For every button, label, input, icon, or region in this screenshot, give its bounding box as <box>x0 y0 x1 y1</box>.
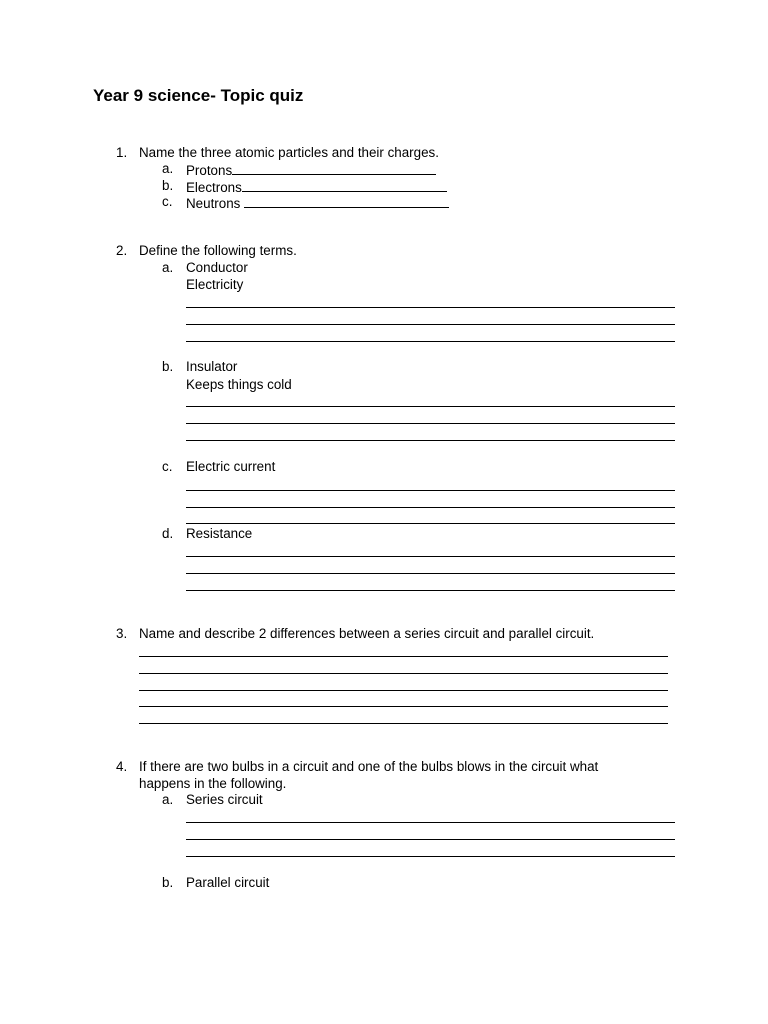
question-1-number: 1. <box>116 145 128 160</box>
answer-line[interactable] <box>139 723 668 724</box>
q4-part-b-text: Parallel circuit <box>186 875 270 890</box>
q1-part-c-answer-blank[interactable] <box>244 194 449 208</box>
q1-part-b-label: b. <box>162 178 174 193</box>
q1-part-c-text: Neutrons <box>186 196 241 211</box>
q2-part-b-text: Insulator <box>186 359 238 374</box>
question-3-text: Name and describe 2 differences between a series circuit and parallel circuit. <box>139 626 595 641</box>
answer-line[interactable] <box>186 573 675 574</box>
q2-part-c-label: c. <box>162 459 173 474</box>
q1-part-a <box>186 161 436 179</box>
answer-line[interactable] <box>139 690 668 691</box>
q1-part-a-answer-blank[interactable] <box>232 161 436 175</box>
answer-line[interactable] <box>186 590 675 591</box>
q1-part-a-text: Protons <box>186 163 233 178</box>
answer-line[interactable] <box>186 490 675 491</box>
question-1-text: Name the three atomic particles and their charges. <box>139 145 439 160</box>
q2-part-a-answer: Electricity <box>186 277 244 292</box>
answer-line[interactable] <box>139 706 668 707</box>
q2-part-a-text: Conductor <box>186 260 248 275</box>
answer-line[interactable] <box>186 440 675 441</box>
q2-part-d-text: Resistance <box>186 526 253 541</box>
q4-part-b-label: b. <box>162 875 174 890</box>
answer-line[interactable] <box>186 307 675 308</box>
answer-line[interactable] <box>186 423 675 424</box>
question-3-number: 3. <box>116 626 128 641</box>
answer-line[interactable] <box>186 839 675 840</box>
q1-part-a-label: a. <box>162 161 174 176</box>
question-4-text-line1: If there are two bulbs in a circuit and one of the bulbs blows in the circuit what <box>139 759 599 774</box>
answer-line[interactable] <box>186 523 675 524</box>
q2-part-b-answer: Keeps things cold <box>186 377 292 392</box>
q2-part-d-label: d. <box>162 526 174 541</box>
q4-part-a-text: Series circuit <box>186 792 263 807</box>
answer-line[interactable] <box>186 856 675 857</box>
question-2-text: Define the following terms. <box>139 243 297 258</box>
question-2-number: 2. <box>116 243 128 258</box>
answer-line[interactable] <box>186 507 675 508</box>
question-4-text-line2: happens in the following. <box>139 776 287 791</box>
q1-part-b-answer-blank[interactable] <box>242 178 447 192</box>
q2-part-a-label: a. <box>162 260 174 275</box>
answer-line[interactable] <box>186 341 675 342</box>
answer-line[interactable] <box>186 822 675 823</box>
page-title: Year 9 science- Topic quiz <box>93 86 304 105</box>
question-4-number: 4. <box>116 759 128 774</box>
answer-line[interactable] <box>139 673 668 674</box>
q1-part-b-text: Electrons <box>186 180 242 195</box>
answer-line[interactable] <box>186 406 675 407</box>
answer-line[interactable] <box>186 556 675 557</box>
answer-line[interactable] <box>139 656 668 657</box>
q2-part-b-label: b. <box>162 359 174 374</box>
q1-part-c-label: c. <box>162 194 173 209</box>
answer-line[interactable] <box>186 324 675 325</box>
q1-part-c <box>186 194 449 212</box>
q4-part-a-label: a. <box>162 792 174 807</box>
q2-part-c-text: Electric current <box>186 459 276 474</box>
